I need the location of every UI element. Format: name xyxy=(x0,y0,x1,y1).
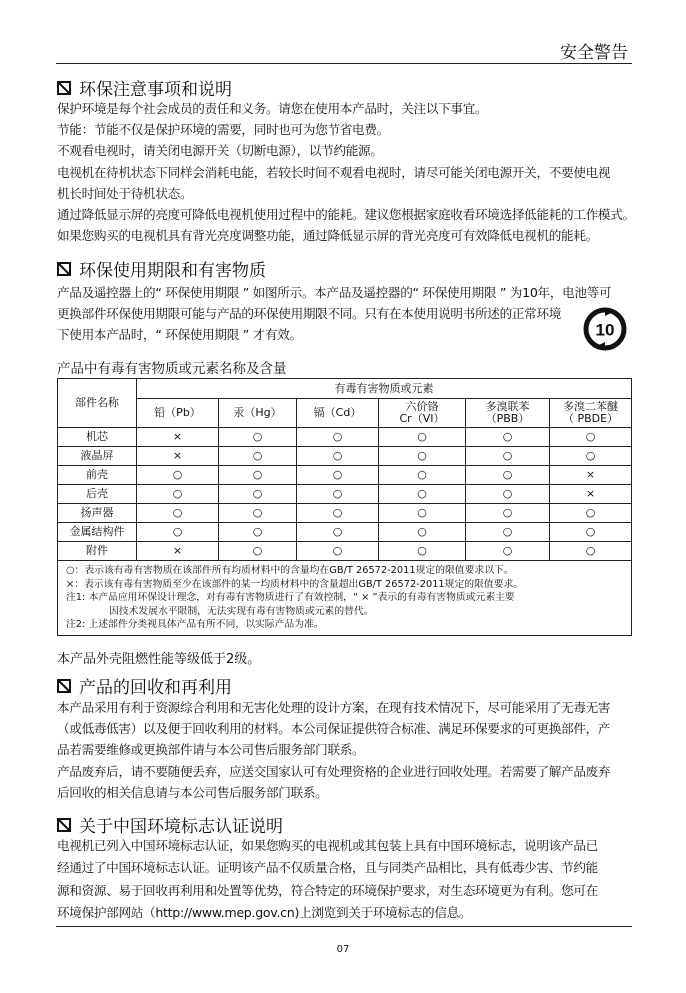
mark-cell: ○ xyxy=(297,523,379,542)
paragraph: 后回收的相关信息请与本公司售后服务部门联系。 xyxy=(57,784,328,800)
mark-cell: ○ xyxy=(379,466,466,485)
paragraph: 机长时间处于待机状态。 xyxy=(57,185,193,201)
substance-header: 六价铬 Cr（VI） xyxy=(379,399,466,428)
mark-cell: ○ xyxy=(219,523,297,542)
table-row xyxy=(58,428,632,447)
paragraph: 电视机在待机状态下同样会消耗电能，若较长时间不观看电视时，请尽可能关闭电源开关，不要使电视 xyxy=(57,164,611,180)
section-marker-icon xyxy=(57,81,71,95)
table-row xyxy=(58,523,632,542)
badge-number: 10 xyxy=(595,320,615,340)
label-paragraphs xyxy=(57,835,636,925)
paragraph: 源和资源、易于回收再利用和处置等优势，符合特定的环境保护要求，对生态环境更为有利。您可在 xyxy=(57,882,598,898)
mark-cell: ○ xyxy=(219,428,297,447)
mark-cell: ○ xyxy=(466,428,550,447)
mark-cell: ○ xyxy=(379,542,466,561)
paragraph: 保护环境是每个社会成员的责任和义务。请您在使用本产品时，关注以下事宜。 xyxy=(57,101,488,116)
table-row xyxy=(58,466,632,485)
mark-cell: ○ xyxy=(137,485,219,504)
part-name: 金属结构件 xyxy=(58,523,137,542)
section-title-text: 环保使用期限和有害物质 xyxy=(79,261,266,281)
mark-cell: ○ xyxy=(297,542,379,561)
part-name: 附件 xyxy=(58,542,137,561)
table-caption: 产品中有毒有害物质或元素名称及含量 xyxy=(57,361,287,377)
section-title-recycle xyxy=(57,673,232,698)
env-paragraphs xyxy=(57,98,636,246)
mark-cell: × xyxy=(137,428,219,447)
paragraph: 更换部件环保使用期限可能与产品的环保使用期限不同。只有在本使用说明书所述的正常环境 xyxy=(57,306,562,322)
mark-cell: ○ xyxy=(219,504,297,523)
table-note: ×：表示该有毒有害物质至少在该部件的某一均质材料中的含量超出GB/T 26572-2011规定的限值要求。 xyxy=(66,578,524,590)
group-header: 有毒有害物质或元素 xyxy=(137,379,632,399)
mark-cell: ○ xyxy=(219,466,297,485)
table-row xyxy=(58,447,632,466)
mark-cell: ○ xyxy=(466,542,550,561)
substance-header: 镉（Cd） xyxy=(297,399,379,428)
mark-cell: ○ xyxy=(297,504,379,523)
mark-cell: ○ xyxy=(466,466,550,485)
paragraph: 环境保护部网站（http://www.mep.gov.cn)上浏览到关于环境标志的信息。 xyxy=(57,905,472,921)
part-name: 前壳 xyxy=(58,466,137,485)
hazard-table xyxy=(57,378,632,636)
eco-period-badge xyxy=(582,306,628,356)
section-title-text: 关于中国环境标志认证说明 xyxy=(79,817,283,837)
mark-cell: ○ xyxy=(550,504,632,523)
part-header: 部件名称 xyxy=(58,379,137,428)
mark-cell: ○ xyxy=(297,447,379,466)
mark-cell: ○ xyxy=(137,504,219,523)
mark-cell: ○ xyxy=(550,542,632,561)
mark-cell: ○ xyxy=(550,447,632,466)
mark-cell: ○ xyxy=(379,523,466,542)
mark-cell: ○ xyxy=(379,447,466,466)
mark-cell: × xyxy=(550,485,632,504)
section-title-text: 环保注意事项和说明 xyxy=(79,80,232,100)
page-header-title: 安全警告 xyxy=(560,43,628,63)
section-marker-icon xyxy=(57,262,71,276)
paragraph: 经通过了中国环境标志认证。证明该产品不仅质量合格，且与同类产品相比，具有低毒少害、节约能 xyxy=(57,860,598,876)
mark-cell: ○ xyxy=(297,466,379,485)
section-marker-icon xyxy=(57,679,71,693)
paragraph: 通过降低显示屏的亮度可降低电视机使用过程中的能耗。建议您根据家庭收看环境选择低能耗的工作模式。 xyxy=(57,207,635,223)
paragraph: 不观看电视时，请关闭电源开关（切断电源），以节约能源。 xyxy=(57,143,383,159)
page-number: 07 xyxy=(336,944,350,955)
recycle-paragraphs xyxy=(57,697,636,803)
substance-header: 多溴二苯醚 （ PBDE） xyxy=(550,399,632,428)
mark-cell: ○ xyxy=(466,523,550,542)
recycle-10-icon xyxy=(582,306,628,352)
table-notes-row xyxy=(58,561,632,636)
table-note: ○：表示该有毒有害物质在该部件所有均质材料中的含量均在GB/T 26572-2011规定的限值要求以下。 xyxy=(66,565,514,576)
mark-cell: ○ xyxy=(219,542,297,561)
table-note: 注2: 上述部件分类视具体产品有所不同，以实际产品为准。 xyxy=(66,619,324,631)
mark-cell: ○ xyxy=(219,485,297,504)
mark-cell: ○ xyxy=(379,485,466,504)
part-name: 液晶屏 xyxy=(58,447,137,466)
table-notes xyxy=(58,561,632,636)
substance-header: 铅（Pb） xyxy=(137,399,219,428)
table-row xyxy=(58,542,632,561)
section-marker-icon xyxy=(57,818,71,832)
period-paragraphs xyxy=(57,282,626,346)
paragraph: 产品及遥控器上的“ 环保使用期限 ” 如图所示。本产品及遥控器的“ 环保使用期限 ” 为10年，电池等可 xyxy=(57,285,612,300)
table-row xyxy=(58,504,632,523)
mark-cell: ○ xyxy=(466,485,550,504)
header-rule xyxy=(56,63,632,64)
mark-cell: ○ xyxy=(137,523,219,542)
mark-cell: ○ xyxy=(297,428,379,447)
table-note: 因技术发展水平限制，无法实现有毒有害物质或元素的替代。 xyxy=(109,605,374,617)
substance-header-row xyxy=(58,399,632,428)
part-name: 机芯 xyxy=(58,428,137,447)
mark-cell: ○ xyxy=(137,466,219,485)
paragraph: （或低毒低害）以及便于回收利用的材料。本公司保证提供符合标准、满足环保要求的可更换部件，产 xyxy=(57,721,611,737)
part-name: 扬声器 xyxy=(58,504,137,523)
mark-cell: × xyxy=(137,542,219,561)
substance-header: 汞（Hg） xyxy=(219,399,297,428)
mark-cell: × xyxy=(137,447,219,466)
paragraph: 电视机已列入中国环境标志认证，如果您购买的电视机或其包装上具有中国环境标志，说明该产品已 xyxy=(57,838,598,853)
section-title-label xyxy=(57,812,283,837)
part-name: 后壳 xyxy=(58,485,137,504)
mark-cell: × xyxy=(550,466,632,485)
footer-rule xyxy=(56,926,632,927)
table-row xyxy=(58,485,632,504)
mark-cell: ○ xyxy=(379,428,466,447)
section-title-env xyxy=(57,75,232,100)
paragraph: 下使用本产品时，“ 环保使用期限 ” 才有效。 xyxy=(57,327,302,343)
paragraph: 节能：节能不仅是保护环境的需要，同时也可为您节省电费。 xyxy=(57,122,389,138)
flame-rating-note: 本产品外壳阻燃性能等级低于2级。 xyxy=(57,652,261,667)
mark-cell: ○ xyxy=(466,504,550,523)
mark-cell: ○ xyxy=(379,504,466,523)
paragraph: 产品废弃后，请不要随便丢弃，应送交国家认可有处理资格的企业进行回收处理。若需要了解产品废弃 xyxy=(57,763,611,779)
section-title-text: 产品的回收和再利用 xyxy=(79,678,232,698)
paragraph: 如果您购买的电视机具有背光亮度调整功能，通过降低显示屏的背光亮度可有效降低电视机的能耗。 xyxy=(57,228,598,244)
substance-header: 多溴联苯 （PBB） xyxy=(466,399,550,428)
section-title-period xyxy=(57,256,266,281)
table-note: 注1: 本产品应用环保设计理念，对有毒有害物质进行了有效控制，“ × ”表示的有毒有害物质或元素主要 xyxy=(66,592,515,604)
mark-cell: ○ xyxy=(550,523,632,542)
paragraph: 品若需要维修或更换部件请与本公司售后服务部门联系。 xyxy=(57,742,365,758)
paragraph: 本产品采用有利于资源综合利用和无害化处理的设计方案，在现有技术情况下，尽可能采用了无毒无害 xyxy=(57,700,611,715)
mark-cell: ○ xyxy=(219,447,297,466)
mark-cell: ○ xyxy=(466,447,550,466)
mark-cell: ○ xyxy=(297,485,379,504)
mark-cell: ○ xyxy=(550,428,632,447)
